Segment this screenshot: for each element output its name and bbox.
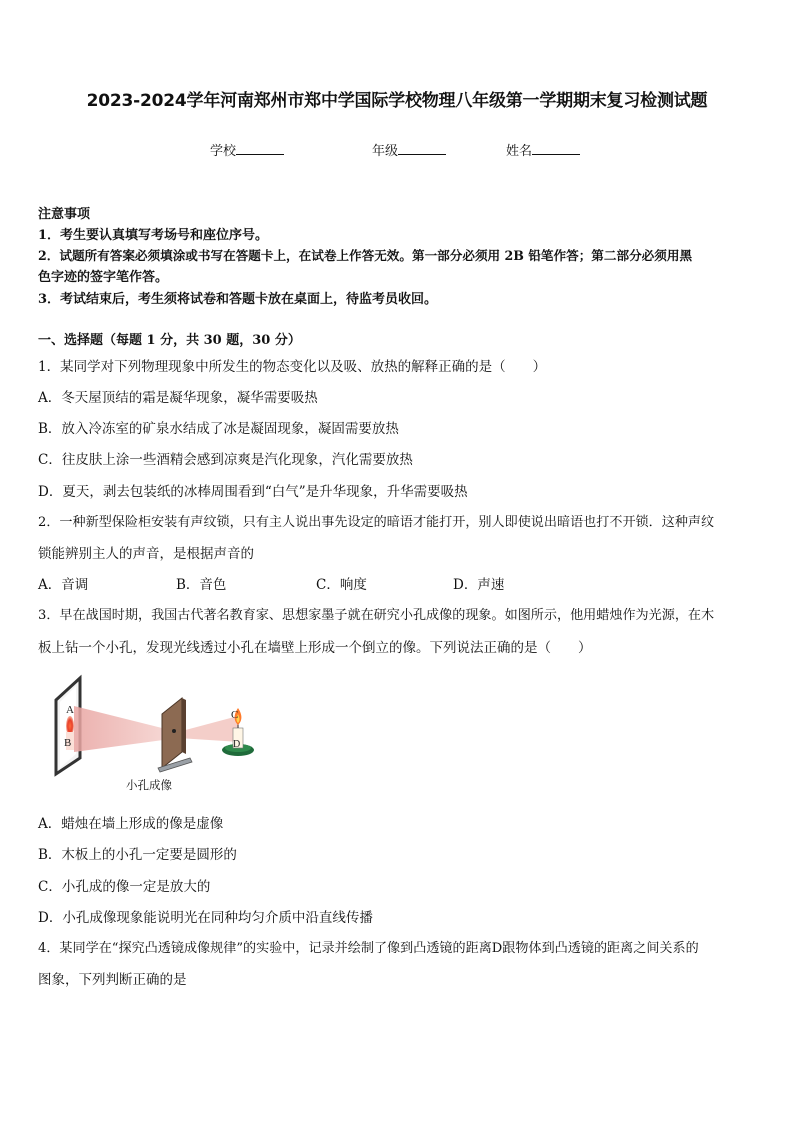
q3-option-c[interactable]: C．小孔成的像一定是放大的 — [38, 879, 211, 895]
q2-option-a[interactable]: A．音调 — [38, 577, 89, 593]
grade-field[interactable] — [372, 140, 446, 159]
name-field[interactable] — [506, 140, 580, 159]
figure-caption: 小孔成像 — [126, 778, 172, 792]
name-label: 姓名 — [506, 144, 533, 159]
q1-option-b[interactable]: B．放入冷冻室的矿泉水结成了冰是凝固现象，凝固需要放热 — [38, 421, 399, 437]
light-beams — [74, 706, 240, 752]
label-d: D — [233, 739, 241, 750]
label-b: B — [64, 737, 72, 749]
q3-option-d[interactable]: D．小孔成像现象能说明光在同种均匀介质中沿直线传播 — [38, 910, 373, 926]
notice-heading: 注意事项 — [38, 207, 91, 222]
q2-option-d[interactable]: D．声速 — [453, 577, 505, 593]
school-label: 学校 — [210, 144, 237, 159]
q3-stem-line2: 板上钻一个小孔，发现光线透过小孔在墙壁上形成一个倒立的像。下列说法正确的是（ ） — [38, 640, 592, 656]
q3-stem-line1: 3．早在战国时期，我国古代著名教育家、思想家墨子就在研究小孔成像的现象。如图所示，他用蜡烛作为光源，在木 — [38, 608, 715, 623]
label-a: A — [66, 704, 74, 716]
grade-blank[interactable] — [398, 142, 446, 155]
q2-option-c[interactable]: C．响度 — [316, 577, 367, 593]
q1-option-d[interactable]: D．夏天，剥去包装纸的冰棒周围看到“白气”是升华现象，升华需要吸热 — [38, 484, 468, 500]
notice-item: 3．考试结束后，考生须将试卷和答题卡放在桌面上，待监考员收回。 — [38, 292, 438, 307]
q2-stem-line2: 锁能辨别主人的声音，是根据声音的 — [38, 546, 254, 562]
notice-item: 1．考生要认真填写考场号和座位序号。 — [38, 228, 269, 243]
q3-option-a[interactable]: A．蜡烛在墙上形成的像是虚像 — [38, 816, 224, 832]
name-blank[interactable] — [532, 142, 580, 155]
q3-option-b[interactable]: B．木板上的小孔一定要是圆形的 — [38, 847, 237, 863]
q1-option-c[interactable]: C．往皮肤上涂一些酒精会感到凉爽是汽化现象，汽化需要放热 — [38, 452, 413, 468]
notice-item: 色字迹的签字笔作答。 — [38, 270, 169, 285]
q2-stem-line1: 2．一种新型保险柜安装有声纹锁，只有主人说出事先设定的暗语才能打开，别人即使说出暗语也打不开锁．这种声纹 — [38, 515, 715, 530]
q4-stem-line1: 4．某同学在“探究凸透镜成像规律”的实验中，记录并绘制了像到凸透镜的距离D跟物体到凸透镜的距离之间关系的 — [38, 941, 699, 956]
q2-option-b[interactable]: B．音色 — [176, 577, 227, 593]
q1-option-a[interactable]: A．冬天屋顶结的霜是凝华现象，凝华需要吸热 — [38, 390, 318, 406]
exam-title: 2023-2024学年河南郑州市郑中学国际学校物理八年级第一学期期末复习检测试题 — [86, 91, 708, 111]
school-blank[interactable] — [236, 142, 284, 155]
section-heading: 一、选择题（每题 1 分，共 30 题，30 分） — [38, 333, 301, 348]
grade-label: 年级 — [372, 144, 399, 159]
school-field[interactable] — [210, 140, 284, 159]
q1-stem: 1．某同学对下列物理现象中所发生的物态变化以及吸、放热的解释正确的是（ ） — [38, 359, 547, 375]
q4-stem-line2: 图象，下列判断正确的是 — [38, 972, 187, 988]
label-c: C — [231, 709, 239, 721]
notice-item: 2．试题所有答案必须填涂或书写在答题卡上，在试卷上作答无效。第一部分必须用 2B 铅笔作答；第二部分必须用黑 — [38, 248, 693, 263]
